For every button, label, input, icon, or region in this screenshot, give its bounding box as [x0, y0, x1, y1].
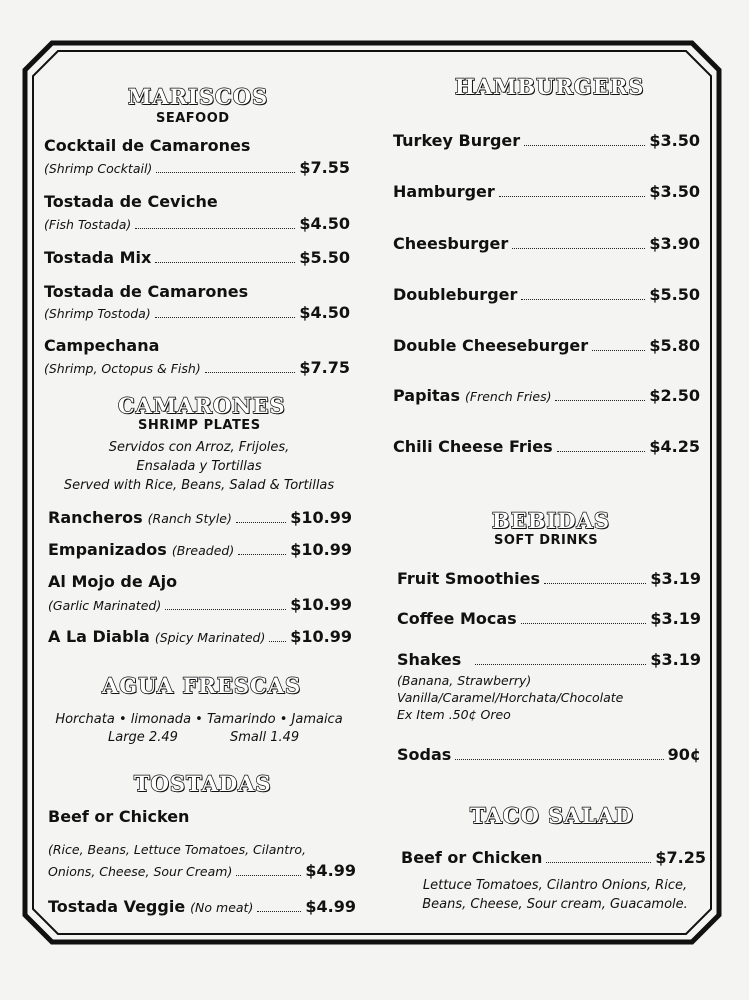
menu-item-price: $4.50 — [299, 214, 350, 233]
bebidas-subtitle: SOFT DRINKS — [494, 533, 599, 548]
leader-dots — [544, 583, 646, 584]
menu-item-row — [393, 336, 700, 355]
menu-item-price: $10.99 — [290, 540, 352, 559]
menu-item-name: Rancheros — [48, 508, 143, 527]
menu-item-name: Tostada de Ceviche — [44, 192, 218, 211]
menu-item-name: Sodas — [397, 745, 452, 764]
menu-item-row — [48, 595, 352, 614]
menu-item-name: Doubleburger — [393, 285, 518, 304]
menu-item-row — [397, 745, 701, 764]
menu-item-row — [393, 131, 700, 150]
camarones-subtitle: SHRIMP PLATES — [138, 418, 261, 433]
menu-item-name: Papitas — [393, 386, 460, 405]
menu-item-price: $3.19 — [650, 609, 701, 628]
menu-item-name: Coffee Mocas — [397, 609, 517, 628]
menu-item-note: (French Fries) — [465, 389, 552, 404]
leader-dots — [524, 145, 645, 146]
menu-item-price: $10.99 — [290, 508, 352, 527]
leader-dots — [236, 875, 301, 876]
menu-item-price: $5.80 — [649, 336, 700, 355]
menu-item-name: Empanizados — [48, 540, 167, 559]
shake-note-line: (Banana, Strawberry) — [397, 673, 532, 688]
agua-large-price: Large 2.49 — [108, 730, 178, 745]
menu-item-name: Fruit Smoothies — [397, 569, 540, 588]
leader-dots — [165, 609, 286, 610]
taco-salad-title: TACO SALAD — [470, 803, 634, 828]
menu-item-price: $10.99 — [290, 595, 352, 614]
bebidas-title: BEBIDAS — [492, 508, 610, 533]
menu-item-name: Turkey Burger — [393, 131, 521, 150]
menu-item-name: Tostada Mix — [44, 248, 152, 267]
menu-item-row — [44, 358, 350, 377]
menu-item-row — [393, 234, 700, 253]
flavor: Jamaica — [291, 712, 343, 727]
camarones-description — [44, 438, 354, 495]
menu-item-price: $3.19 — [650, 569, 701, 588]
menu-item-name: Beef or Chicken — [48, 807, 190, 826]
menu-item-note: (Shrimp Cocktail) — [44, 161, 153, 176]
menu-item-price: 90¢ — [667, 745, 701, 764]
leader-dots — [592, 350, 645, 351]
leader-dots — [512, 248, 645, 249]
leader-dots — [499, 196, 646, 197]
menu-item-name: Al Mojo de Ajo — [48, 572, 178, 591]
menu-item-price: $7.75 — [299, 358, 350, 377]
leader-dots — [546, 862, 651, 863]
leader-dots — [236, 522, 286, 523]
menu-item-price: $7.25 — [655, 848, 706, 867]
menu-item-name: Cocktail de Camarones — [44, 136, 251, 155]
menu-item-row — [48, 508, 352, 527]
mariscos-title: MARISCOS — [128, 84, 269, 109]
menu-item-name: Tostada Veggie — [48, 897, 186, 916]
menu-item-name: Shakes — [397, 650, 462, 669]
menu-item-price: $3.50 — [649, 131, 700, 150]
menu-item-note: (Spicy Marinated) — [154, 630, 266, 645]
hamburgers-title: HAMBURGERS — [455, 74, 645, 99]
menu-item-row — [401, 848, 706, 867]
flavor: Tamarindo — [206, 712, 276, 727]
leader-dots — [555, 400, 645, 401]
description-line: Servidos con Arroz, Frijoles, — [108, 440, 290, 455]
mariscos-subtitle: SEAFOOD — [156, 111, 230, 126]
menu-item-price: $5.50 — [299, 248, 350, 267]
menu-item-row — [397, 609, 701, 628]
menu-item-row — [397, 569, 701, 588]
camarones-title: CAMARONES — [118, 393, 286, 418]
menu-item-name: Double Cheeseburger — [393, 336, 589, 355]
menu-item-name: Tostada de Camarones — [44, 282, 249, 301]
leader-dots — [521, 623, 647, 624]
menu-item-note: (Garlic Marinated) — [48, 598, 162, 613]
menu-item-row — [393, 437, 700, 456]
menu-item-row — [48, 897, 356, 916]
menu-item-note: (Shrimp Tostoda) — [44, 306, 151, 321]
menu-item-row — [393, 386, 700, 405]
menu-item-price: $5.50 — [649, 285, 700, 304]
agua-frescas-title: AGUA FRESCAS — [102, 673, 302, 698]
menu-item-note: (Ranch Style) — [147, 511, 232, 526]
menu-item-name: Hamburger — [393, 182, 495, 201]
leader-dots — [557, 451, 646, 452]
menu-item-note: (Fish Tostada) — [44, 217, 132, 232]
leader-dots — [156, 172, 295, 173]
menu-item-price: $4.99 — [305, 861, 356, 880]
description-line: Ensalada y Tortillas — [136, 459, 262, 474]
menu-item-price: $7.55 — [299, 158, 350, 177]
menu-item-price: $3.19 — [650, 650, 701, 669]
leader-dots — [521, 299, 645, 300]
leader-dots — [475, 664, 646, 665]
menu-item-price: $4.25 — [649, 437, 700, 456]
bullet: • — [195, 712, 203, 727]
leader-dots — [135, 228, 295, 229]
taco-salad-description — [396, 876, 714, 914]
flavor: Horchata — [55, 712, 115, 727]
agua-flavors — [44, 710, 354, 729]
shake-notes — [397, 672, 623, 723]
leader-dots — [269, 641, 286, 642]
menu-item-name: A La Diabla — [48, 627, 150, 646]
menu-item-row — [393, 182, 700, 201]
menu-item-price: $3.50 — [649, 182, 700, 201]
menu-item-row — [44, 303, 350, 322]
bullet: • — [279, 712, 288, 727]
flavor: limonada — [130, 712, 192, 727]
menu-item-price: $4.99 — [305, 897, 356, 916]
menu-item-row — [44, 248, 350, 267]
leader-dots — [155, 317, 296, 318]
menu-item-price: $4.50 — [299, 303, 350, 322]
menu-item-price: $10.99 — [290, 627, 352, 646]
leader-dots — [205, 372, 296, 373]
shake-note-line: Vanilla/Caramel/Horchata/Chocolate — [397, 690, 624, 705]
menu-item-row — [48, 627, 352, 646]
menu-item-note: (Shrimp, Octopus & Fish) — [44, 361, 201, 376]
menu-item-row — [393, 285, 700, 304]
menu-item-name: Beef or Chicken — [401, 848, 543, 867]
leader-dots — [257, 911, 301, 912]
menu-item-name: Cheesburger — [393, 234, 509, 253]
tostadas-title: TOSTADAS — [134, 771, 272, 796]
leader-dots — [238, 554, 286, 555]
menu-item-row — [44, 158, 350, 177]
shake-note-line: Ex Item .50¢ Oreo — [397, 707, 511, 722]
menu-item-name: Chili Cheese Fries — [393, 437, 553, 456]
description-line: Lettuce Tomatoes, Cilantro Onions, Rice, — [422, 878, 688, 893]
bullet: • — [118, 712, 127, 727]
menu-item-note: (Breaded) — [171, 543, 235, 558]
menu-item-name: Campechana — [44, 336, 160, 355]
menu-item-note: Onions, Cheese, Sour Cream) — [48, 864, 233, 879]
leader-dots — [155, 262, 295, 263]
menu-item-row — [397, 650, 701, 669]
description-line: Beans, Cheese, Sour cream, Guacamole. — [422, 897, 688, 912]
menu-item-note: (No meat) — [190, 900, 254, 915]
description-line: Served with Rice, Beans, Salad & Tortillas — [63, 478, 335, 493]
leader-dots — [455, 759, 663, 760]
menu-item-note: (Rice, Beans, Lettuce Tomatoes, Cilantro, — [48, 842, 306, 857]
menu-item-price: $2.50 — [649, 386, 700, 405]
menu-item-row — [48, 540, 352, 559]
menu-item-row — [44, 214, 350, 233]
agua-small-price: Small 1.49 — [230, 730, 300, 745]
menu-item-row — [48, 861, 356, 880]
menu-item-price: $3.90 — [649, 234, 700, 253]
